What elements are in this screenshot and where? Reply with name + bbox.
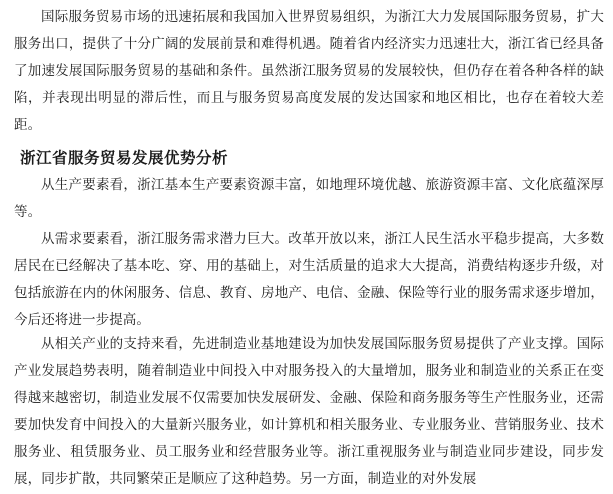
paragraph-production-factors: 从生产要素看，浙江基本生产要素资源丰富，如地理环境优越、旅游资源丰富、文化底蕴深厚等。 xyxy=(14,177,604,220)
paragraph-related-industries: 从相关产业的支持来看，先进制造业基地建设为加快发展国际服务贸易提供了产业支撑。国际产业发展趋势表明，随着制造业中间投入中对服务投入的大量增加，服务业和制造业的关系正在变得越来越密切，制造业发展不仅需要加快发展研发、金融、保险和商务服务等生产性服务业，还需要加快发育中间投入的大量新兴服务业，如计算机和相关服务业、专业服务业、营销服务业、技术服务业、租赁服务业、员工服务业和经营服务业等。浙江重视服务业与制造业同步建设，同步发展，同步扩散，共同繁荣正是顺应了这种趋势。另一方面，制造业的对外发展 xyxy=(14,336,604,487)
intro-paragraph: 国际服务贸易市场的迅速拓展和我国加入世界贸易组织，为浙江大力发展国际服务贸易，扩大服务出口，提供了十分广阔的发展前景和难得机遇。随着省内经济实力迅速壮大，浙江省已经具备了加速发展国际服务贸易的基础和条件。虽然浙江服务贸易的发展较快，但仍存在着各种各样的缺陷，并表现出明显的滞后性，而且与服务贸易高度发展的发达国家和地区相比，也存在着较大差距。 xyxy=(14,9,604,133)
paragraph-demand-factors: 从需求要素看，浙江服务需求潜力巨大。改革开放以来，浙江人民生活水平稳步提高，大多数居民在已经解决了基本吃、穿、用的基础上，对生活质量的追求大大提高，消费结构逐步升级，对包括旅游在内的休闲服务、信息、教育、房地产、电信、金融、保险等行业的服务需求逐步增加，今后还将进一步提高。 xyxy=(14,231,604,328)
section-heading: 浙江省服务贸易发展优势分析 xyxy=(20,149,229,167)
